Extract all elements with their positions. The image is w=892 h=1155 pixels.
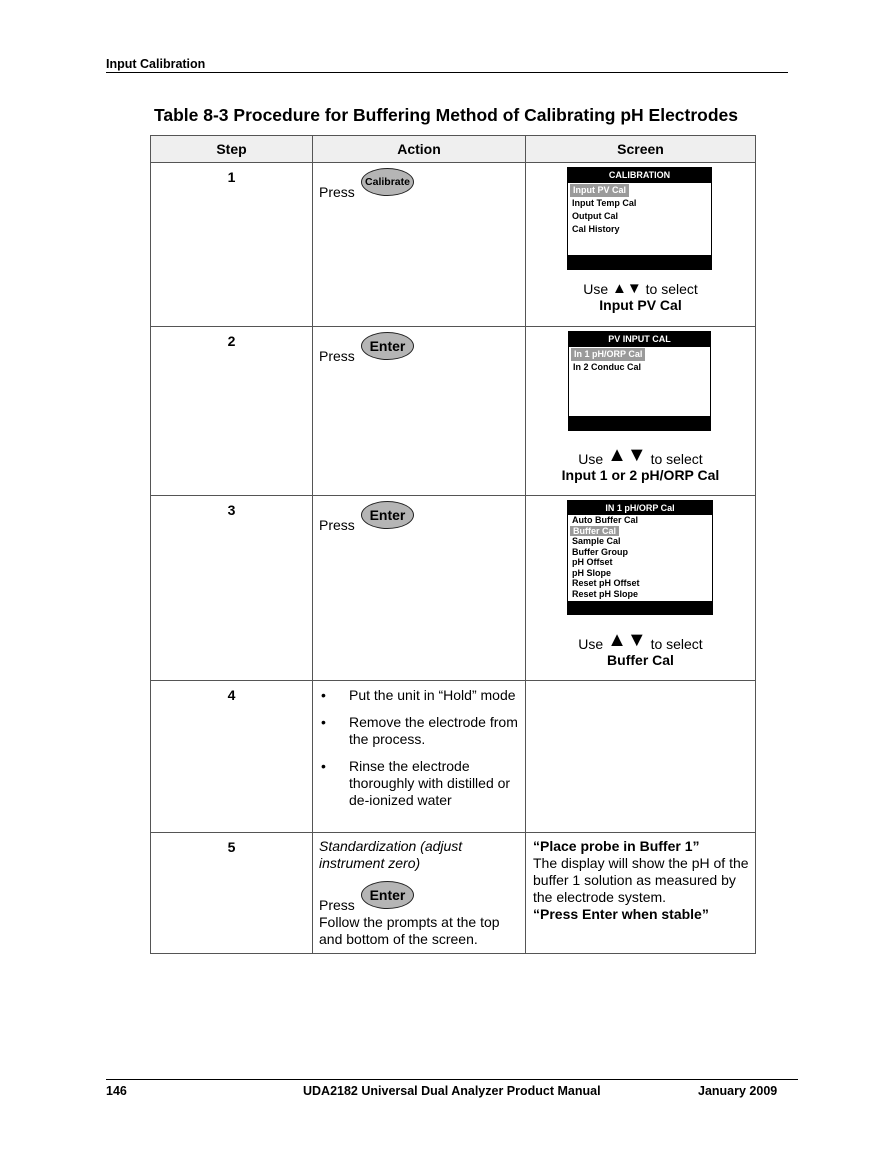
- lcd-menu-item: Reset pH Slope: [572, 588, 639, 599]
- lcd-menu-item: In 2 Conduc Cal: [573, 362, 642, 372]
- lcd-menu-item-selected: Buffer Cal: [570, 526, 619, 537]
- step-number: 3: [151, 496, 313, 681]
- lcd-footer-bar: [568, 601, 712, 614]
- lcd-display: [568, 331, 711, 431]
- running-header: Input Calibration: [106, 57, 788, 73]
- manual-title: UDA2182 Universal Dual Analyzer Product Manual: [303, 1084, 601, 1098]
- lcd-menu-item: pH Offset: [572, 557, 613, 567]
- lcd-menu-item: Sample Cal: [572, 536, 621, 546]
- action-cell: [313, 327, 526, 496]
- standardization-text: Standardization (adjust instrument zero): [319, 838, 463, 871]
- lcd-title: IN 1 pH/ORP Cal: [568, 501, 712, 515]
- screen-cell: [526, 681, 756, 833]
- to-select-label: to select: [650, 636, 703, 652]
- step-number: 4: [151, 681, 313, 833]
- screen-footer-prompt: “Press Enter when stable”: [533, 906, 709, 922]
- table-row: [151, 681, 756, 833]
- footer-rule: [106, 1079, 798, 1080]
- select-target: Input 1 or 2 pH/ORP Cal: [561, 467, 720, 483]
- lcd-menu-item: Reset pH Offset: [572, 578, 640, 588]
- action-cell: [313, 833, 526, 954]
- up-down-arrows-icon: ▲▼: [612, 280, 642, 297]
- select-target: Input PV Cal: [599, 297, 682, 313]
- press-label: Press: [319, 897, 355, 913]
- action-cell: [313, 496, 526, 681]
- enter-key: Enter: [361, 332, 414, 360]
- use-label: Use: [578, 636, 604, 652]
- follow-prompts-text: Follow the prompts at the top and bottom of the screen.: [319, 914, 500, 947]
- calibrate-key: Calibrate: [361, 168, 414, 196]
- up-down-arrows-icon: ▲▼: [607, 629, 647, 651]
- table-row: [151, 496, 756, 681]
- column-header-action: Action: [313, 136, 526, 163]
- lcd-display: [567, 500, 713, 615]
- lcd-title: PV INPUT CAL: [569, 332, 710, 347]
- use-label: Use: [583, 281, 609, 297]
- press-label: Press: [319, 184, 355, 200]
- procedure-table: [150, 135, 756, 954]
- up-down-arrows-icon: ▲▼: [607, 444, 647, 466]
- lcd-display: [567, 167, 712, 270]
- list-item: • Remove the electrode from the process.: [321, 714, 518, 747]
- table-header-row: [151, 136, 756, 163]
- action-cell: [313, 681, 526, 833]
- list-item: • Rinse the electrode thoroughly with distilled or de-ionized water: [321, 758, 511, 808]
- screen-heading: “Place probe in Buffer 1”: [533, 838, 700, 854]
- use-instruction: [526, 444, 755, 483]
- to-select-label: to select: [650, 451, 703, 467]
- lcd-menu-item-selected: In 1 pH/ORP Cal: [571, 348, 645, 361]
- to-select-label: to select: [645, 281, 698, 297]
- footer-date: January 2009: [698, 1084, 778, 1098]
- enter-key: Enter: [361, 501, 414, 529]
- screen-cell: [526, 163, 756, 327]
- lcd-menu-item: Auto Buffer Cal: [572, 515, 638, 525]
- lcd-menu-item: Buffer Group: [572, 546, 628, 557]
- use-instruction: [526, 280, 755, 313]
- screen-description: The display will show the pH of the buffer 1 solution as measured by the electrode system.: [533, 855, 749, 905]
- table-row: [151, 327, 756, 496]
- lcd-menu-item: Cal History: [572, 224, 620, 234]
- step-number: 5: [151, 833, 313, 954]
- lcd-menu-item-selected: Input PV Cal: [570, 184, 629, 197]
- lcd-footer-bar: [568, 255, 711, 269]
- step-number: 2: [151, 327, 313, 496]
- step-number: 1: [151, 163, 313, 327]
- screen-cell: [526, 833, 756, 954]
- lcd-menu-item: Output Cal: [572, 211, 618, 221]
- screen-cell: [526, 496, 756, 681]
- screen-cell: [526, 327, 756, 496]
- table-title: Table 8-3 Procedure for Buffering Method of Calibrating pH Electrodes: [153, 105, 739, 125]
- action-bullet-list: [313, 687, 525, 809]
- press-label: Press: [319, 348, 355, 364]
- table-row: [151, 833, 756, 954]
- press-label: Press: [319, 517, 355, 533]
- lcd-title: CALIBRATION: [568, 168, 711, 183]
- use-instruction: [526, 629, 755, 668]
- page-number: 146: [106, 1084, 127, 1098]
- lcd-menu-item: pH Slope: [572, 567, 612, 578]
- lcd-footer-bar: [569, 416, 710, 430]
- select-target: Buffer Cal: [607, 652, 674, 668]
- column-header-step: Step: [151, 136, 313, 163]
- lcd-menu-item: Input Temp Cal: [572, 198, 637, 208]
- column-header-screen: Screen: [526, 136, 756, 163]
- action-cell: [313, 163, 526, 327]
- enter-key: Enter: [361, 881, 414, 909]
- use-label: Use: [578, 451, 604, 467]
- list-item: • Put the unit in “Hold” mode: [321, 687, 516, 703]
- table-row: [151, 163, 756, 327]
